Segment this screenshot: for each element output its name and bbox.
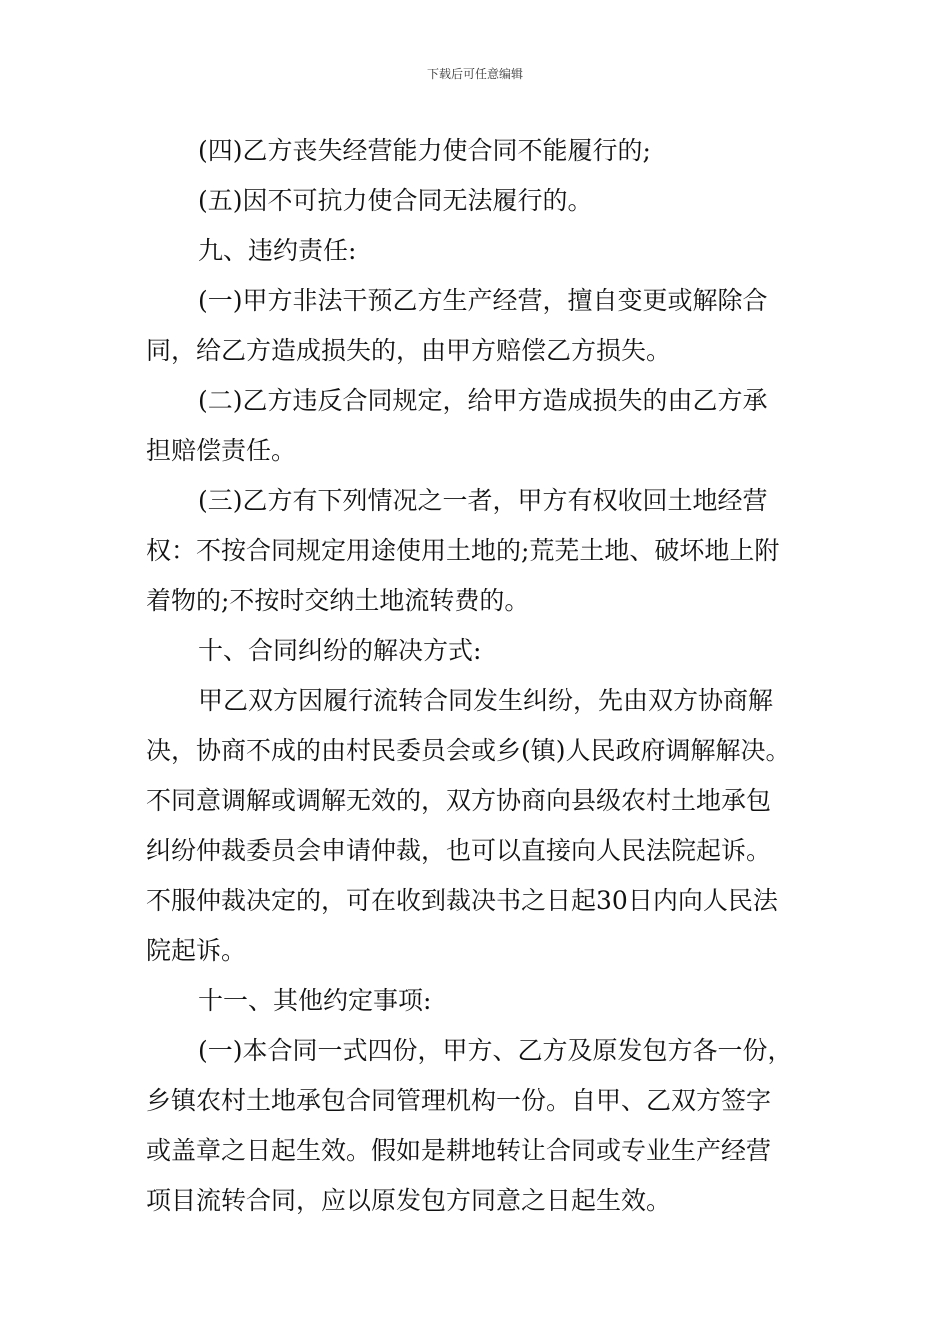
text-line: 同，给乙方造成损失的，由甲方赔偿乙方损失。 [146, 336, 672, 365]
section-heading: 九、违约责任: [198, 236, 357, 265]
text-line: 不服仲裁决定的，可在收到裁决书之日起30日内向人民法 [146, 886, 778, 915]
text-line: 着物的;不按时交纳土地流转费的。 [146, 586, 530, 615]
text-line: 担赔偿责任。 [146, 436, 297, 465]
text-line: 纠纷仲裁委员会申请仲裁，也可以直接向人民法院起诉。 [146, 836, 772, 865]
text-line: 院起诉。 [146, 936, 247, 965]
text-line: 项目流转合同，应以原发包方同意之日起生效。 [146, 1186, 672, 1215]
text-line: 决，协商不成的由村民委员会或乡(镇)人民政府调解解决。 [146, 736, 791, 765]
text-line: 乡镇农村土地承包合同管理机构一份。自甲、乙双方签字 [146, 1086, 772, 1115]
section-heading: 十、合同纠纷的解决方式: [198, 636, 482, 665]
text-line: 不同意调解或调解无效的，双方协商向县级农村土地承包 [146, 786, 772, 815]
text-line: (一)本合同一式四份，甲方、乙方及原发包方各一份， [198, 1036, 793, 1065]
text-line: (四)乙方丧失经营能力使合同不能履行的; [198, 136, 651, 165]
text-line: 甲乙双方因履行流转合同发生纠纷，先由双方协商解 [198, 686, 774, 715]
page-header: 下载后可任意编辑 [426, 67, 523, 81]
document-body [146, 126, 826, 1226]
text-line: (一)甲方非法干预乙方生产经营，擅自变更或解除合 [198, 286, 768, 315]
section-heading: 十一、其他约定事项: [198, 986, 432, 1015]
text-line: 或盖章之日起生效。假如是耕地转让合同或专业生产经营 [146, 1136, 772, 1165]
text-line: (五)因不可抗力使合同无法履行的。 [198, 186, 593, 215]
text-line: (三)乙方有下列情况之一者，甲方有权收回土地经营 [198, 486, 768, 515]
text-line: 权：不按合同规定用途使用土地的;荒芜土地、破坏地上附 [146, 536, 780, 565]
text-line: (二)乙方违反合同规定，给甲方造成损失的由乙方承 [198, 386, 768, 415]
